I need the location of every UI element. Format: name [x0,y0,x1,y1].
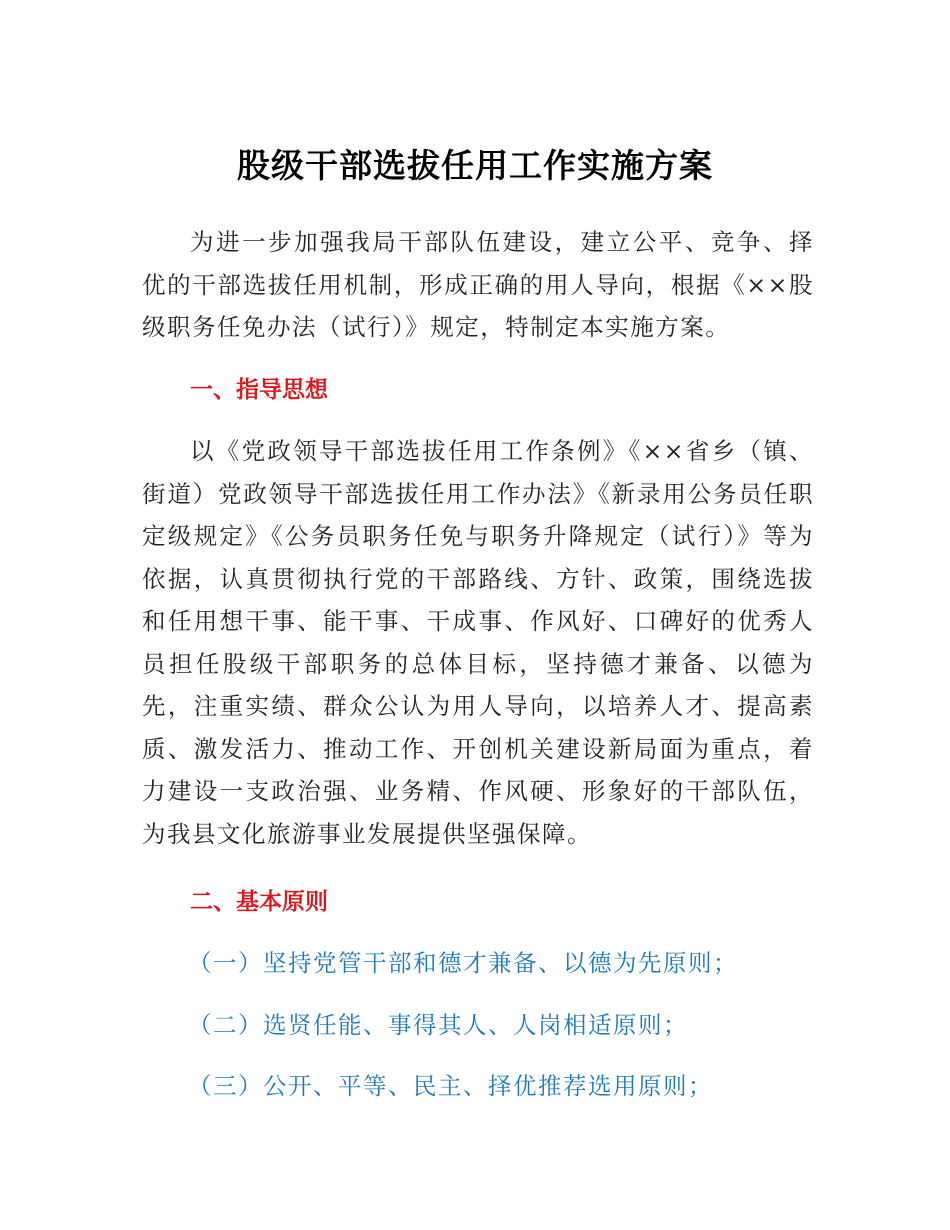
principle-item-2: （二）选贤任能、事得其人、人岗相适原则； [188,1011,688,1039]
section-heading-guiding-thought: 一、指导思想 [190,377,328,403]
principle-item-3: （三）公开、平等、民主、择优推荐选用原则； [188,1072,713,1100]
document-title: 股级干部选拔任用工作实施方案 [237,146,713,185]
intro-paragraph: 为进一步加强我局干部队伍建设，建立公平、竞争、择优的干部选拔任用机制，形成正确的用人导向，根据《××股级职务任免办法（试行）》规定，特制定本实施方案。 [142,228,814,341]
principle-item-1: （一）坚持党管干部和德才兼备、以德为先原则； [188,949,738,977]
section-heading-basic-principles: 二、基本原则 [190,889,328,915]
guiding-thought-paragraph: 以《党政领导干部选拔任用工作条例》《××省乡（镇、街道）党政领导干部选拔任用工作办法》《新录用公务员任职定级规定》《公务员职务任免与职务升降规定（试行）》等为依据，认真贯彻执行党的干部路线、方针、政策，围绕选拔和任用想干事、能干事、干成事、作风好、口碑好的优秀人员担任股级干部职务的总体目标，坚持德才兼备、以德为先，注重实绩、群众公认为用人导向，以培养人才、提高素质、激发活力、推动工作、开创机关建设新局面为重点，着力建设一支政治强、业务精、作风硬、形象好的干部队伍，为我县文化旅游事业发展提供坚强保障。 [142,437,814,848]
